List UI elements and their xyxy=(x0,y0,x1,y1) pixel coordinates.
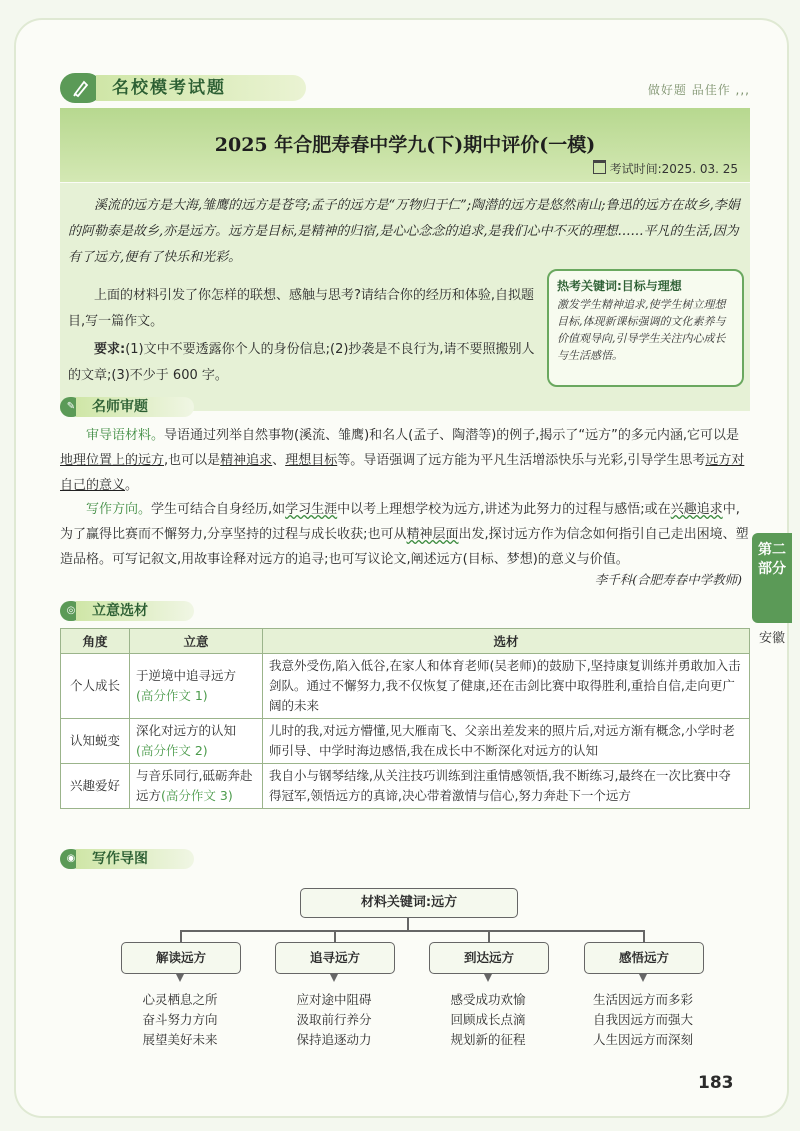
selection-heading xyxy=(60,600,360,622)
idea-hint: (高分作文 3) xyxy=(161,788,233,803)
hot-keyword-text: 激发学生精神追求,使学生树立理想目标,体现新课标强调的文化素养与价值观导向,引导学生关注内心成长与生活感悟。 xyxy=(557,298,726,362)
section-title: 名校模考试题 xyxy=(96,75,306,101)
col-header: 角度 xyxy=(61,629,130,654)
branch-item: 心灵栖息之所 xyxy=(142,992,218,1007)
mindmap-branch: 到达远方 xyxy=(429,942,549,974)
p2-wavy-3: 精神层面 xyxy=(406,527,459,542)
branch-items xyxy=(105,990,255,1050)
branch-item: 应对途中阻碍 xyxy=(296,992,372,1007)
teacher-signature: 李千科(合肥寿春中学教师) xyxy=(594,572,742,587)
table-row xyxy=(61,654,750,719)
idea-cell xyxy=(130,719,263,764)
p2-wavy-2: 兴趣追求 xyxy=(670,502,723,517)
p1-label: 审导语材料。 xyxy=(86,428,165,443)
requirements-label: 要求: xyxy=(94,342,126,357)
p1-text-c: 、 xyxy=(272,453,286,468)
table-header-row xyxy=(61,629,750,654)
essay-prompt xyxy=(60,183,750,411)
hot-keyword-title: 热考关键词:目标与理想 xyxy=(557,279,682,293)
branch-item: 感受成功欢愉 xyxy=(450,992,526,1007)
exam-title-band xyxy=(60,108,750,182)
material-cell: 我自小与钢琴结缘,从关注技巧训练到注重情感领悟,我不断练习,最终在一次比赛中夺得冠军,领悟远方的真谛,决心带着激情与信心,努力奔赴下一个远方 xyxy=(263,764,750,809)
mindmap-keyword: 材料关键词:远方 xyxy=(300,888,518,918)
col-header: 立意 xyxy=(130,629,263,654)
col-header: 选材 xyxy=(263,629,750,654)
idea-hint: (高分作文 2) xyxy=(136,743,208,758)
review-heading-label: 名师审题 xyxy=(76,397,194,417)
part-tab[interactable]: 第二部分 xyxy=(752,533,792,623)
connector-line xyxy=(488,930,490,942)
prompt-material: 溪流的远方是大海,雏鹰的远方是苍穹;孟子的远方是“万物归于仁”;陶潜的远方是悠然南山;鲁迅的远方在故乡,李娟的阿勒泰是故乡,亦是远方。远方是目标,是精神的归宿,是心心念念的追求,是我们心中不灭的理想……平凡的生活,因为有了远方,便有了快乐和光彩。 xyxy=(68,198,740,265)
p2-text-d: 出发,探讨远方作为信念如何指引自己走出困境、塑造品格。可写记叙文,用故事诠释对远方的追寻;也可写议论文,阐述远方(目标、梦想)的意义与价值。 xyxy=(60,527,749,567)
p1-text-d: 等。导语强调了远方能为平凡生活增添快乐与光彩,引导学生思考 xyxy=(337,453,706,468)
mindmap-branch: 追寻远方 xyxy=(275,942,395,974)
table-row xyxy=(61,719,750,764)
review-heading xyxy=(60,396,360,418)
p1-text-a: 导语通过列举自然事物(溪流、雏鹰)和名人(孟子、陶潜等)的例子,揭示了“远方”的多元内涵,它可以是 xyxy=(164,428,740,443)
idea-hint: (高分作文 1) xyxy=(136,688,208,703)
mindmap-branch: 解读远方 xyxy=(121,942,241,974)
table-row xyxy=(61,764,750,809)
selection-icon: ◎ xyxy=(60,601,82,621)
angle-cell: 兴趣爱好 xyxy=(61,764,130,809)
branch-items xyxy=(259,990,409,1050)
exam-time-label: 考试时间:2025. 03. 25 xyxy=(609,162,738,176)
branch-item: 自我因远方而强大 xyxy=(592,1012,693,1027)
page-number: 183 xyxy=(698,1073,734,1093)
mindmap-heading-label: 写作导图 xyxy=(76,849,194,869)
p1-text-b: ,也可以是 xyxy=(164,453,221,468)
p2-text-b: 中以考上理想学校为远方,讲述为此努力的过程与感悟;或在 xyxy=(337,502,671,517)
mindmap-heading xyxy=(60,848,360,870)
connector-line xyxy=(407,918,409,930)
p1-underline-3: 理想目标 xyxy=(285,453,338,468)
angle-cell: 个人成长 xyxy=(61,654,130,719)
prompt-task: 上面的材料引发了你怎样的联想、感触与思考?请结合你的经历和体验,自拟题目,写一篇作文。 xyxy=(68,288,535,329)
branch-item: 展望美好未来 xyxy=(142,1032,218,1047)
material-cell: 我意外受伤,陷入低谷,在家人和体育老师(吴老师)的鼓励下,坚持康复训练并勇敢加入击剑队。通过不懈努力,我不仅恢复了健康,还在击剑比赛中取得胜利,重拾自信,走向更广阔的未来 xyxy=(263,654,750,719)
review-icon: ✎ xyxy=(60,397,82,417)
arrow-down-icon xyxy=(484,974,492,982)
p2-label: 写作方向。 xyxy=(86,502,152,517)
p1-underline-4: 远方对自己的意义 xyxy=(60,453,745,493)
branch-item: 回顾成长点滴 xyxy=(450,1012,526,1027)
requirements-text: (1)文中不要透露你个人的身份信息;(2)抄袭是不良行为,请不要照搬别人的文章;(3)不少于 600 字。 xyxy=(68,342,535,383)
p2-text-c: 中,为了赢得比赛而不懈努力,分享坚持的过程与成长收获;也可从 xyxy=(60,502,740,542)
branch-item: 奋斗努力方向 xyxy=(142,1012,218,1027)
branch-item: 规划新的征程 xyxy=(450,1032,526,1047)
hot-keyword-box xyxy=(547,269,744,387)
material-cell: 儿时的我,对远方懵懂,见大雁南飞、父亲出差发来的照片后,对远方渐有概念,小学时老师引导、中学时海边感悟,我在成长中不断深化对远方的认知 xyxy=(263,719,750,764)
p1-text-e: 。 xyxy=(125,478,139,493)
branch-item: 生活因远方而多彩 xyxy=(592,992,693,1007)
header-slogan: 做好题 品佳作 ,,, xyxy=(647,83,750,97)
idea-text: 深化对远方的认知 xyxy=(136,723,237,738)
idea-cell xyxy=(130,764,263,809)
calendar-icon xyxy=(593,160,606,174)
region-label: 安徽 xyxy=(758,631,785,646)
idea-text: 与音乐同行,砥砺奔赴远方 xyxy=(136,768,253,803)
arrow-down-icon xyxy=(639,974,647,982)
exam-title: 2025 年合肥寿春中学九(下)期中评价(一模) xyxy=(214,134,596,156)
branch-item: 保持追逐动力 xyxy=(296,1032,372,1047)
prompt-requirements xyxy=(68,337,538,389)
branch-item: 汲取前行养分 xyxy=(296,1012,372,1027)
connector-line xyxy=(180,930,182,942)
arrow-down-icon xyxy=(330,974,338,982)
p1-underline-2: 精神追求 xyxy=(220,453,273,468)
connector-line xyxy=(180,930,643,932)
mindmap-icon: ◉ xyxy=(60,849,82,869)
review-paragraph-1 xyxy=(60,423,750,498)
connector-line xyxy=(643,930,645,942)
section-header xyxy=(60,73,750,105)
branch-items xyxy=(568,990,718,1050)
selection-table xyxy=(60,628,750,809)
review-paragraph-2 xyxy=(60,497,750,572)
selection-heading-label: 立意选材 xyxy=(76,601,194,621)
connector-line xyxy=(334,930,336,942)
exam-time xyxy=(593,160,738,177)
p2-wavy-1: 学习生涯 xyxy=(285,502,338,517)
p2-text-a: 学生可结合自身经历,如 xyxy=(151,502,286,517)
mindmap-branch: 感悟远方 xyxy=(584,942,704,974)
angle-cell: 认知蜕变 xyxy=(61,719,130,764)
branch-items xyxy=(413,990,563,1050)
branch-item: 人生因远方而深刻 xyxy=(592,1032,693,1047)
writing-mindmap xyxy=(60,880,750,1060)
p1-underline-1: 地理位置上的远方 xyxy=(60,453,165,468)
idea-text: 于逆境中追寻远方 xyxy=(136,668,237,683)
idea-cell xyxy=(130,654,263,719)
arrow-down-icon xyxy=(176,974,184,982)
